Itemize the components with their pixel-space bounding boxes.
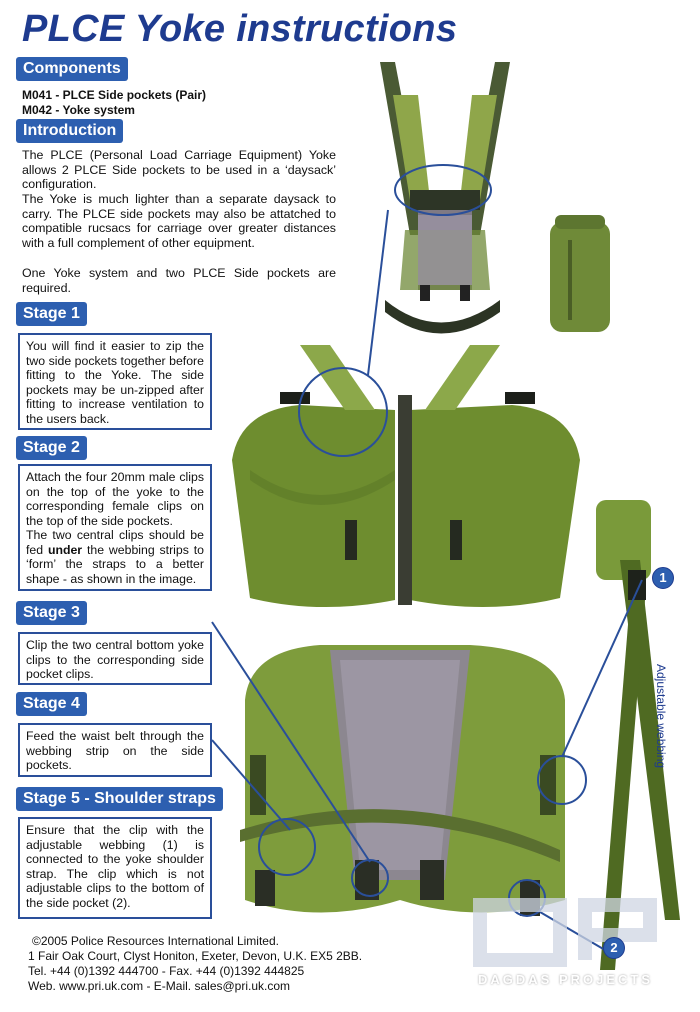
stage-4-box [18, 723, 212, 777]
component-m042: M042 - Yoke system [22, 103, 135, 117]
footer-phone: Tel. +44 (0)1392 444700 - Fax. +44 (0)1392 444825 [28, 964, 305, 978]
stage-5-text: Ensure that the clip with the adjustable webbing (1) is connected to the yoke shoulder strap. The clip which is not adjustable clips to the bottom of the side pocket (2). [26, 823, 204, 910]
footer-web: Web. www.pri.uk.com - E-Mail. sales@pri.uk.com [28, 979, 291, 993]
stage-2-text-b1: The two central clips should be fed [26, 528, 204, 557]
stage-5-heading: Stage 5 - Shoulder straps [16, 787, 223, 811]
assembled-front-image [232, 345, 580, 607]
side-pocket-image [550, 215, 610, 332]
stage-2-heading: Stage 2 [16, 436, 87, 460]
yoke-image [380, 62, 510, 334]
adjustable-webbing-label: Adjustable webbing [654, 664, 668, 769]
watermark-logo [480, 905, 650, 960]
callout-number-2: 2 [603, 937, 625, 959]
stage-2-text-b2: the webbing strips to ‘form’ the straps to a better shape - as shown in the image. [26, 542, 204, 586]
intro-paragraph-2: The Yoke is much lighter than a separate daysack to carry. The PLCE side pockets may also be attatched to compatible rucsacs for carriage over greater distances with a full complement of other equipment. [22, 192, 336, 250]
stage-5-box [18, 817, 212, 919]
page-title: PLCE Yoke instructions [22, 8, 458, 50]
stage-3-box [18, 632, 212, 685]
components-heading: Components [16, 57, 128, 81]
stage-2-text-under: under [47, 542, 83, 557]
introduction-heading: Introduction [16, 119, 123, 143]
watermark-text: DAGDAS PROJECTS [478, 972, 654, 987]
callout-number-1: 1 [652, 567, 674, 589]
stage-2-text-b [26, 528, 204, 586]
stage-3-text: Clip the two central bottom yoke clips to the corresponding side pocket clips. [26, 638, 204, 681]
stage-2-text-a: Attach the four 20mm male clips on the top of the yoke to the corresponding female clips on the top of the side pockets. [26, 470, 204, 528]
component-m041: M041 - PLCE Side pockets (Pair) [22, 88, 207, 102]
footer-address: 1 Fair Oak Court, Clyst Honiton, Exeter, Devon, U.K. EX5 2BB. [28, 949, 363, 963]
intro-paragraph-3: One Yoke system and two PLCE Side pockets are required. [22, 266, 336, 295]
stage-2-box [18, 464, 212, 591]
stage-1-heading: Stage 1 [16, 302, 87, 326]
stage-1-box [18, 333, 212, 430]
footer-copyright: ©2005 Police Resources International Limited. [32, 934, 279, 948]
stage-1-text: You will find it easier to zip the two side pockets together before fitting to the Yoke. The side pockets may be un-zipped after fitting to increase ventilation to the users back. [26, 339, 204, 426]
stage-4-text: Feed the waist belt through the webbing strip on the side pockets. [26, 729, 204, 772]
stage-3-heading: Stage 3 [16, 601, 87, 625]
intro-paragraph-1: The PLCE (Personal Load Carriage Equipment) Yoke allows 2 PLCE Side pockets to be used in a ‘daysack’ configuration. [22, 148, 336, 192]
stage-4-heading: Stage 4 [16, 692, 87, 716]
